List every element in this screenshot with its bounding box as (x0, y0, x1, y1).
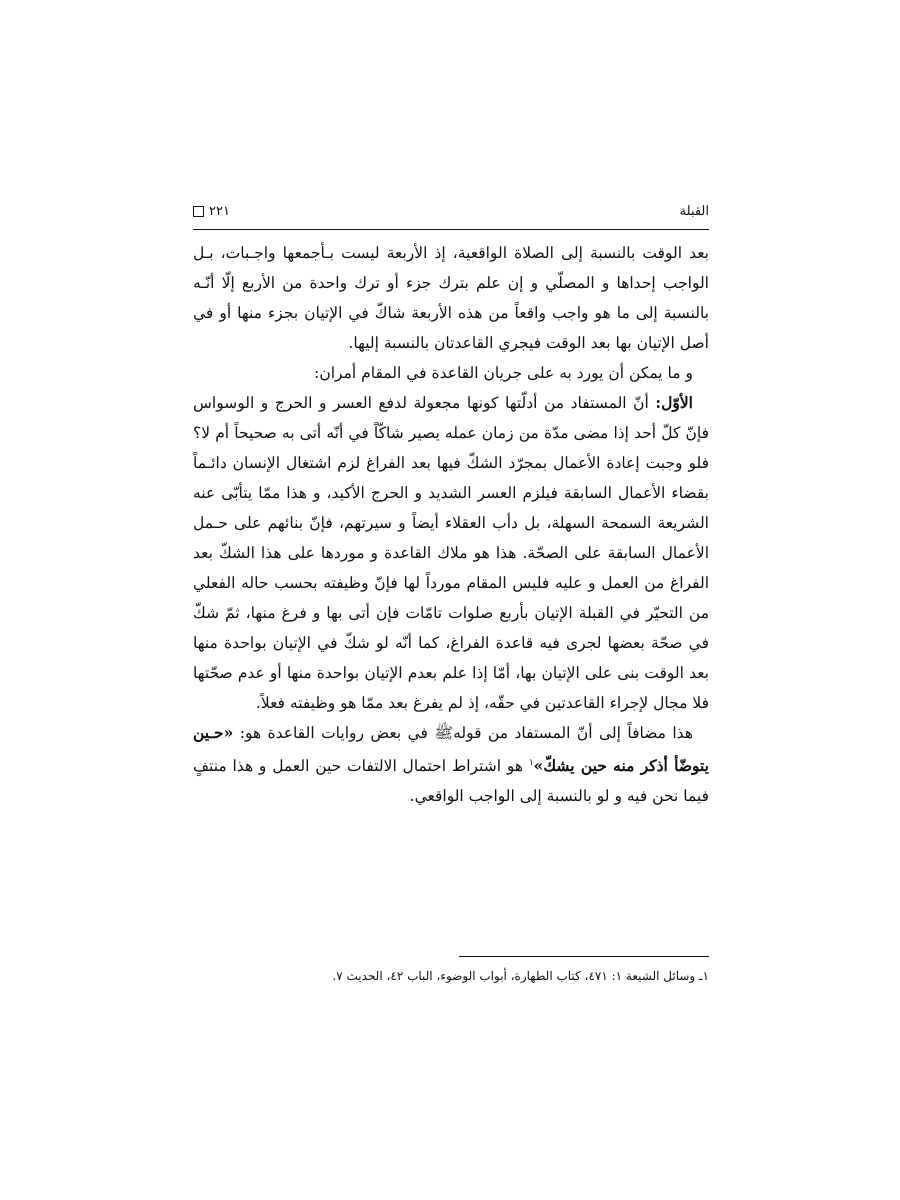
page-number: ٢٢١ (209, 204, 230, 219)
paragraph-4-text-c: هو اشتراط احتمال الالتفات حين العمل و هذا منتفٍ فيما نحن فيه و لو بالنسبة إلى الواجب الواقعي. (193, 757, 709, 806)
footnote-ref: ١ (528, 758, 534, 768)
first-point-label: الأوّل: (655, 393, 693, 412)
paragraph-4 (193, 718, 709, 811)
paragraph-3 (193, 388, 709, 718)
paragraph-1: بعد الوقت بالنسبة إلى الصلاة الواقعية، إذ الأربعة ليست بـأجمعها واجـبات، بـل الواجب إحداها و المصلّي و إن علم بترك جزء أو ترك واحدة من الأربع إلّا أنّـه بالنسبة إلى ما هو واجب واقعاً من هذه الأربعة شاكّ في الإتيان بجزء منها أو في أصل الإتيان بها بعد الوقت فيجري القاعدتان بالنسبة إليها. (193, 244, 709, 352)
page-header (193, 200, 709, 228)
hadith-quote: «حـين يتوضّأ أذكر منه حين يشكّ» (193, 723, 709, 776)
main-text (193, 238, 709, 811)
paragraph-4-text-b: في بعض روايات القاعدة هو: (233, 724, 435, 742)
honorific-symbol: ﷺ (434, 724, 454, 742)
footnote: ١ـ وسائل الشيعة ١: ٤٧١، كتاب الطهارة، أبواب الوضوء، الباب ٤٢، الحديث ٧. (332, 969, 709, 983)
running-title: القبلة (679, 204, 709, 219)
paragraph-2: و ما يمكن أن يورد به على جريان القاعدة في المقام أمران: (314, 364, 693, 382)
paragraph-3-text: أنّ المستفاد من أدلّتها كونها مجعولة لدفع العسر و الحرج و الوسواس فإنّ كلّ أحد إذا مضى مدّة من زمان عمله يصير شاكّاً في أنّه أتى به صحيحاً أم لا؟ فلو وجبت إعادة الأعمال بمجرّد الشكّ فيها بعد الفراغ لزم اشتغال الإنسان دائـماً بقضاء الأعمال السابقة فيلزم العسر الشديد و الحرج الأكيد، و هذا ممّا يتأبّى عنه الشريعة السمحة السهلة، بل دأب العقلاء أيضاً و سيرتهم، فإنّ بنائهم على حـمل الأعمال السابقة على الصحّة. هذا هو ملاك القاعدة و موردها على هذا الشكّ بعد الفراغ من العمل و عليه فليس المقام مورداً لها فإنّ وظيفته بحسب حاله الفعلي من التحيّر في القبلة الإتيان بأربع صلوات تامّات فإن أتى بها و فرغ منها، ثمّ شكّ في صحّة بعضها لجرى فيه قاعدة الفراغ، كما أنّه لو شكّ في الإتيان بواحدة منها بعد الوقت بنى على الإتيان بها، أمّا إذا علم بعدم الإتيان بواحدة منها أو عدم صحّتها فلا مجال لإجراء القاعدتين في حقّه، إذ لم يفرغ بعد ممّا هو وظيفته فعلاً. (193, 394, 709, 712)
square-icon (193, 206, 204, 217)
page-number-block (193, 204, 230, 219)
footnote-rule (459, 956, 709, 957)
paragraph-4-text-a: هذا مضافاً إلى أنّ المستفاد من قوله (453, 724, 693, 742)
header-rule (193, 229, 709, 230)
